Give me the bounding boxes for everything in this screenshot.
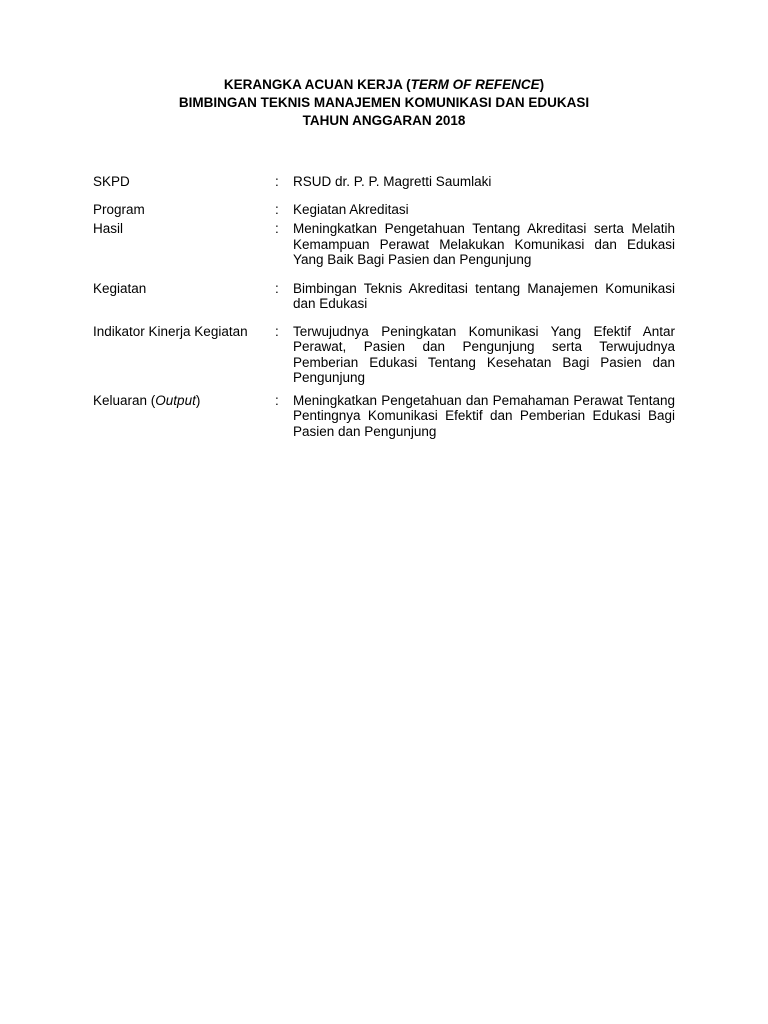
field-row-program	[93, 202, 675, 218]
field-value: Meningkatkan Pengetahuan Tentang Akreditasi serta Melatih Kemampuan Perawat Melakukan Komunikasi dan Edukasi Yang Baik Bagi Pasien dan Pengunjung	[293, 221, 675, 267]
field-table	[93, 174, 675, 439]
header-title: KERANGKA ACUAN KERJA (TERM OF REFENCE)	[223, 77, 545, 92]
header-title-italic: TERM OF REFENCE	[410, 77, 540, 92]
field-row-hasil	[93, 221, 675, 268]
field-separator: :	[275, 221, 279, 236]
field-row-indikator	[93, 324, 675, 386]
field-value: Kegiatan Akreditasi	[293, 201, 409, 217]
document-header	[0, 76, 768, 130]
header-year: TAHUN ANGGARAN 2018	[302, 113, 466, 128]
field-label: Kegiatan	[93, 280, 147, 296]
field-label: Keluaran (Output)	[93, 392, 201, 408]
field-separator: :	[275, 323, 279, 339]
field-value: Meningkatkan Pengetahuan dan Pemahaman Perawat Tentang Pentingnya Komunikasi Efektif dan Pemberian Edukasi Bagi Pasien dan Pengunjung	[293, 392, 675, 439]
field-row-keluaran	[93, 393, 675, 440]
field-separator: :	[275, 201, 279, 217]
field-separator: :	[275, 392, 279, 408]
field-separator: :	[275, 174, 279, 189]
header-subtitle: BIMBINGAN TEKNIS MANAJEMEN KOMUNIKASI DAN EDUKASI	[178, 95, 590, 110]
field-label: Indikator Kinerja Kegiatan	[93, 323, 248, 339]
field-label-italic: Output	[155, 392, 196, 408]
field-value: RSUD dr. P. P. Magretti Saumlaki	[293, 174, 492, 189]
field-label: Program	[93, 201, 145, 217]
field-separator: :	[275, 280, 279, 296]
field-label: SKPD	[93, 174, 130, 189]
field-row-skpd	[93, 174, 675, 190]
field-label: Hasil	[93, 221, 124, 236]
field-row-kegiatan	[93, 281, 675, 312]
field-value: Bimbingan Teknis Akreditasi tentang Manajemen Komunikasi dan Edukasi	[293, 280, 675, 311]
field-value: Terwujudnya Peningkatan Komunikasi Yang Efektif Antar Perawat, Pasien dan Pengunjung serta Terwujudnya Pemberian Edukasi Tentang Kesehatan Bagi Pasien dan Pengunjung	[293, 323, 675, 385]
